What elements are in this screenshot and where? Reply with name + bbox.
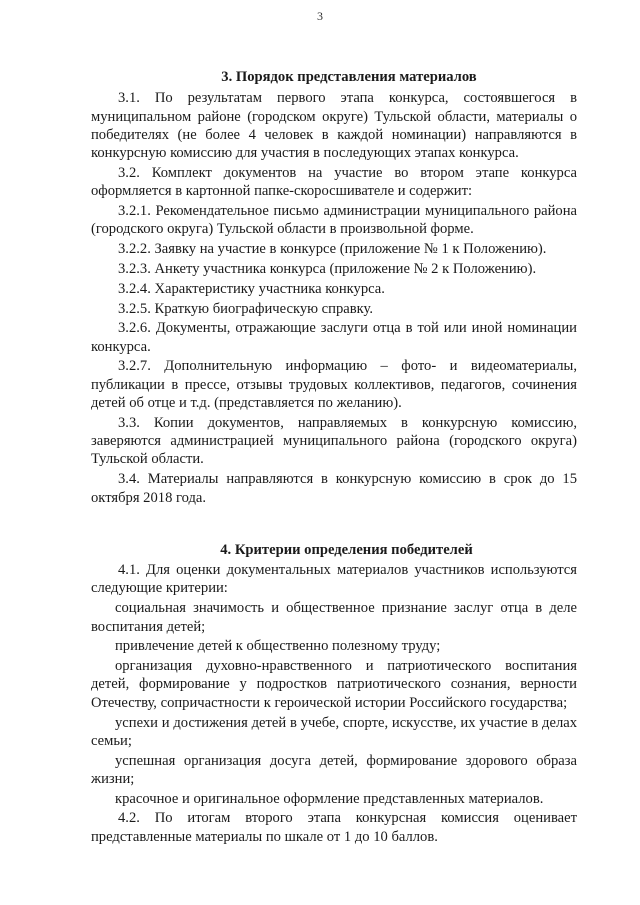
criteria-item: социальная значимость и общественное признание заслуг отца в деле воспитания детей; (91, 600, 577, 635)
paragraph-4-2: 4.2. По итогам второго этапа конкурсная комиссия оценивает представленные материалы по шкале от 1 до 10 баллов. (91, 810, 577, 845)
page-number: 3 (317, 9, 323, 23)
paragraph-3-3: 3.3. Копии документов, направляемых в конкурсную комиссию, заверяются администрацией муниципального района (городского округа) Тульской области. (91, 414, 577, 468)
paragraph-3-4: 3.4. Материалы направляются в конкурсную комиссию в срок до 15 октября 2018 года. (91, 471, 577, 506)
paragraph-3-2-7: 3.2.7. Дополнительную информацию – фото- и видеоматериалы, публикации в прессе, отзывы трудовых коллективов, педагогов, сочинения детей об отце и т.д. (представляется по желанию). (91, 358, 577, 412)
paragraph-3-2-4: 3.2.4. Характеристику участника конкурса. (118, 280, 385, 297)
paragraph-3-2-2: 3.2.2. Заявку на участие в конкурсе (приложение № 1 к Положению). (118, 241, 547, 258)
paragraph-3-2-1: 3.2.1. Рекомендательное письмо администрации муниципального района (городского округа) Тульской области в произвольной форме. (91, 203, 577, 238)
criteria-list (91, 599, 577, 808)
paragraph-3-2-6: 3.2.6. Документы, отражающие заслуги отца в той или иной номинации конкурса. (91, 320, 577, 355)
paragraph-3-2-5: 3.2.5. Краткую биографическую справку. (118, 300, 373, 317)
section-4-title: 4. Критерии определения победителей (220, 541, 473, 558)
criteria-item: успехи и достижения детей в учебе, спорте, искусстве, их участие в делах семьи; (91, 714, 577, 749)
section-3 (91, 68, 577, 507)
section-3-title: 3. Порядок представления материалов (221, 69, 477, 85)
criteria-item: успешная организация досуга детей, формирование здорового образа жизни; (91, 752, 577, 787)
criteria-item: организация духовно-нравственного и патриотического воспитания детей, формирование у подростков патриотического сознания, верности Отечеству, сопричастности к героической истории Российского государства; (91, 658, 577, 711)
paragraph-3-2-3: 3.2.3. Анкету участника конкурса (приложение № 2 к Положению). (118, 260, 537, 277)
paragraph-3-2: 3.2. Комплект документов на участие во втором этапе конкурса оформляется в картонной папке-скоросшивателе и содержит: (91, 164, 577, 200)
criteria-item: красочное и оригинальное оформление представленных материалов. (115, 790, 544, 807)
section-4 (91, 541, 577, 846)
paragraph-3-1: 3.1. По результатам первого этапа конкурса, состоявшегося в муниципальном районе (городском округе) Тульской области, материалы о победителях (не более 4 человек в каждой номинации) направляются в конкурсную комиссию для участия в последующих этапах конкурса. (91, 90, 577, 162)
document-body (91, 68, 577, 848)
criteria-item: привлечение детей к общественно полезному труду; (115, 638, 441, 655)
paragraph-4-1: 4.1. Для оценки документальных материалов участников используются следующие критерии: (91, 562, 577, 597)
